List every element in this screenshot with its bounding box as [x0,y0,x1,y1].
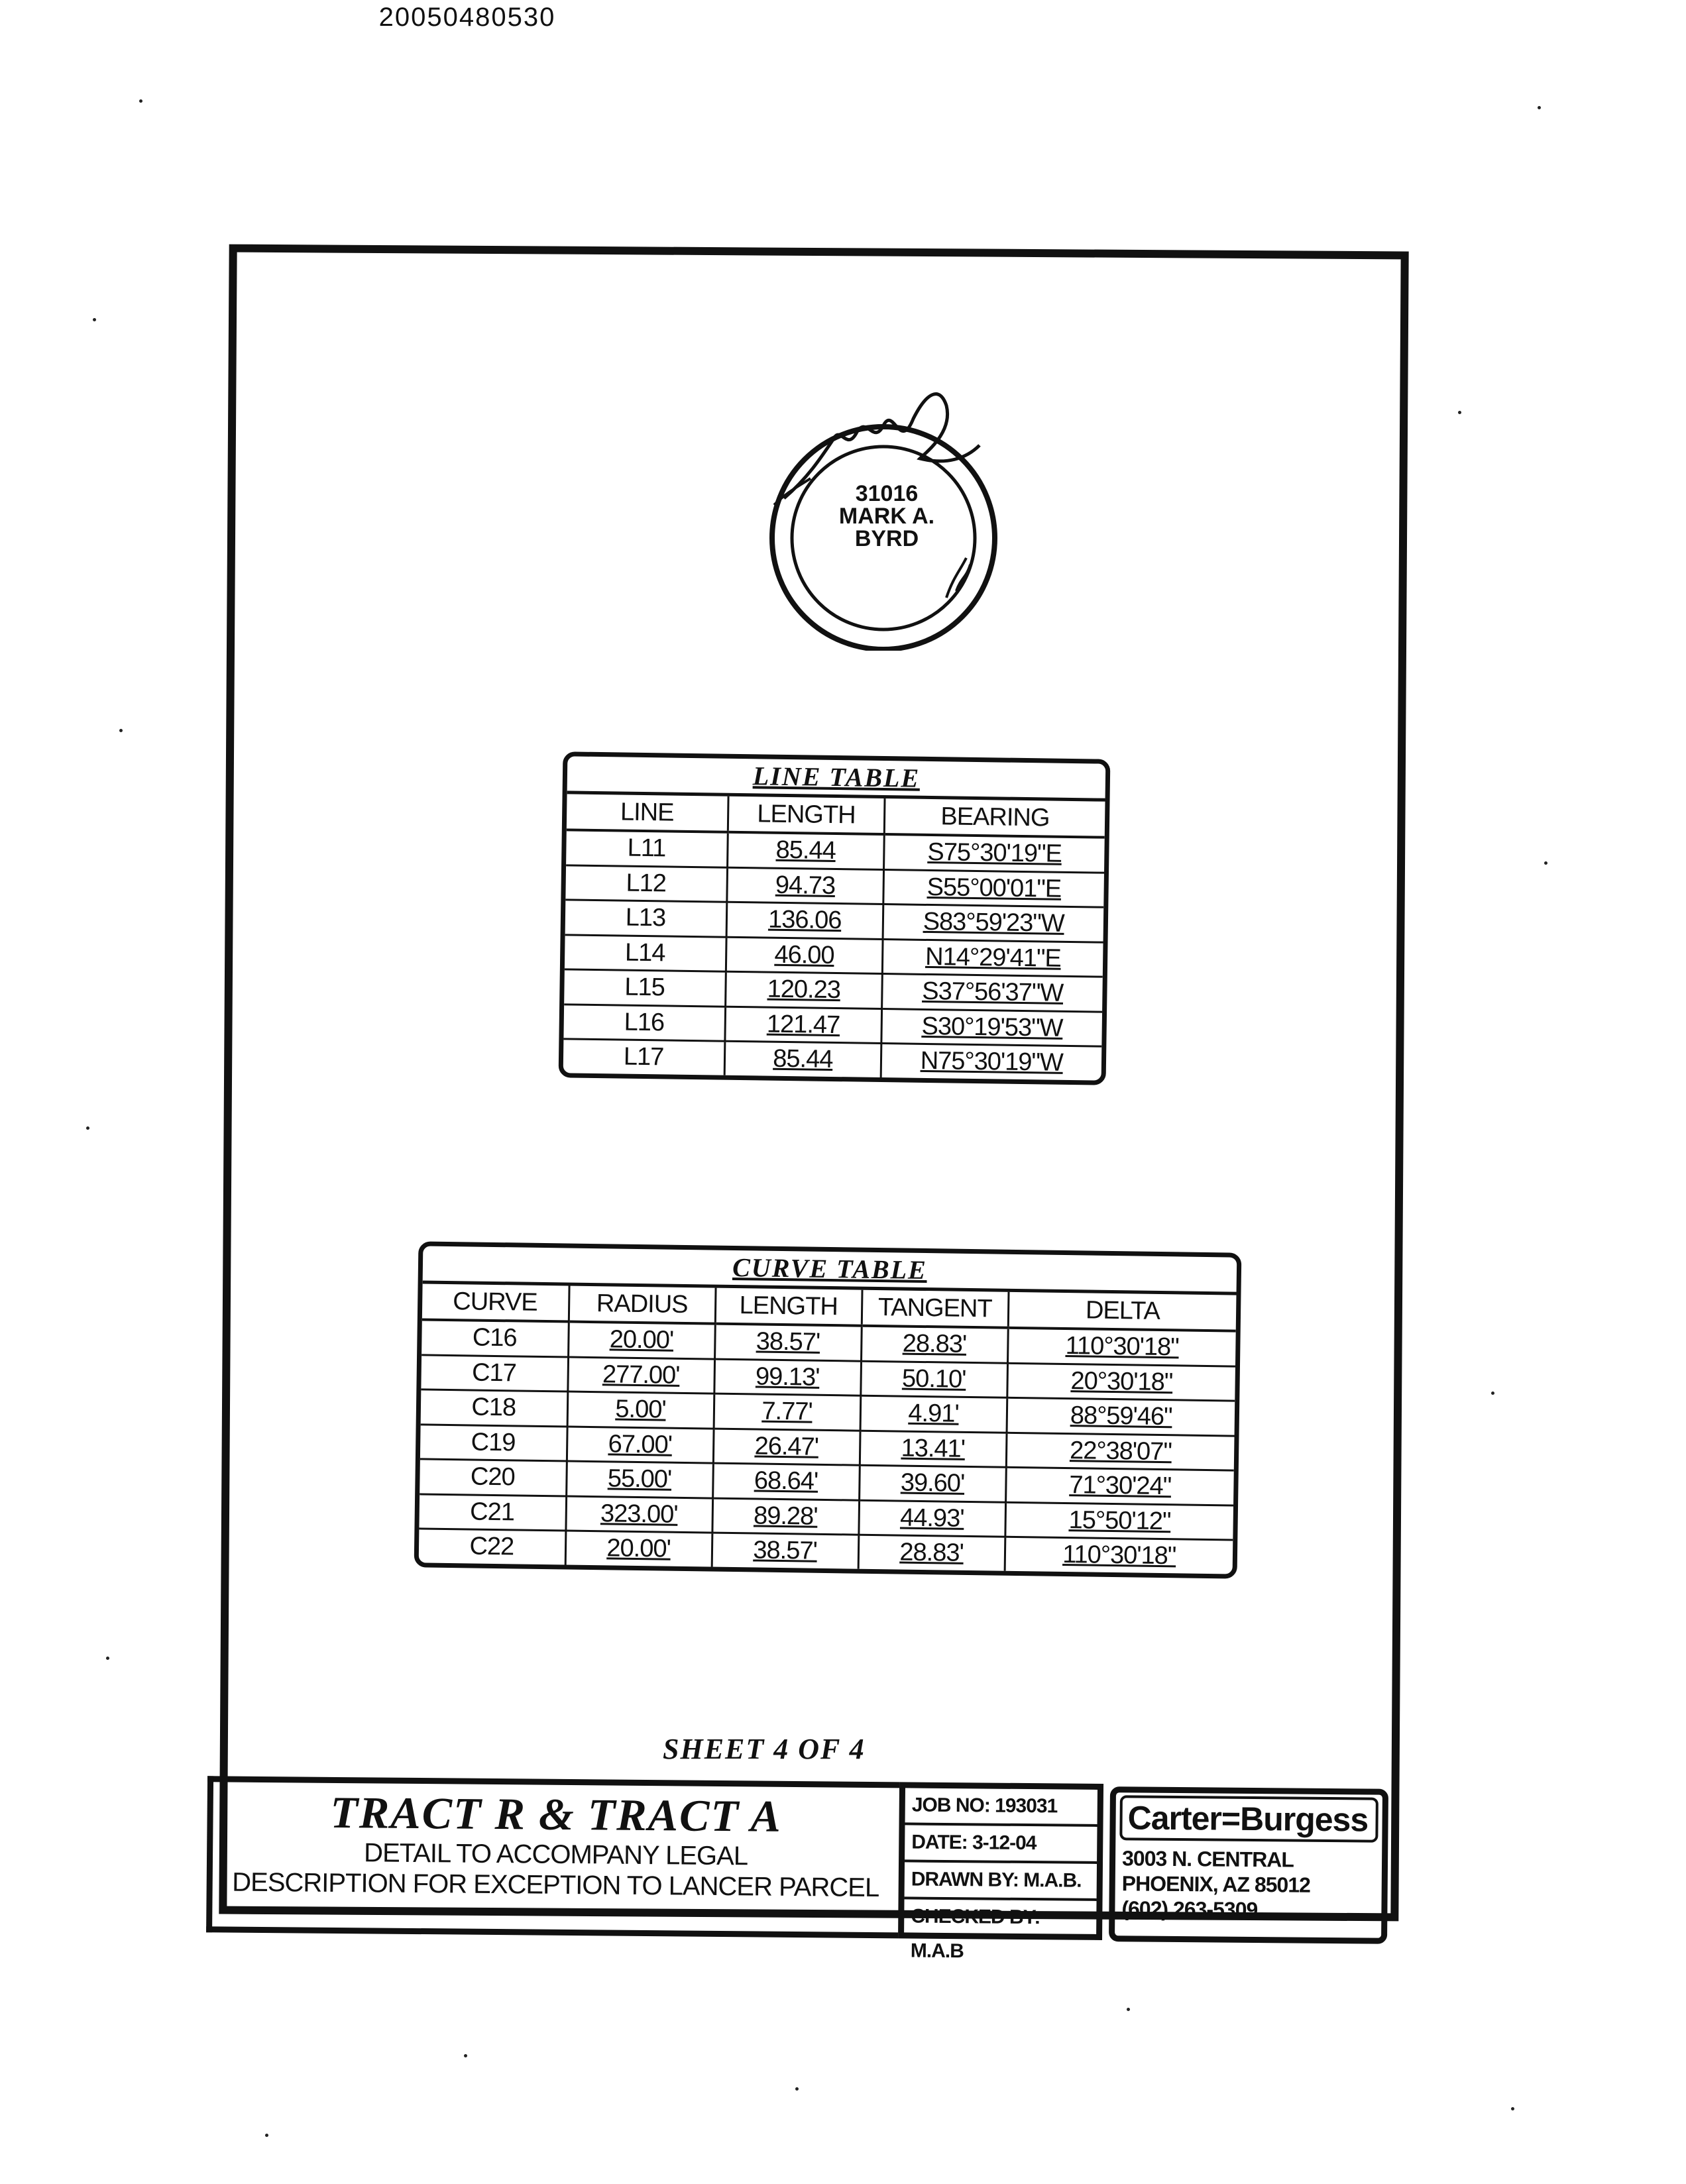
curve-table-header: CURVE [422,1283,569,1321]
table-cell: L16 [563,1004,725,1041]
table-cell: 44.93' [858,1500,1005,1537]
scan-speck [464,2054,467,2057]
firm-block [1109,1786,1388,1944]
job-number: JOB NO: 193031 [905,1788,1097,1827]
table-cell: L12 [565,865,727,902]
table-cell: 20.00' [565,1531,712,1566]
seal-name-last: BYRD [854,526,919,551]
scan-speck [1458,411,1461,414]
seal-number: 31016 [855,481,919,506]
line-table-header: LINE [567,794,728,832]
curve-table-header: DELTA [1008,1292,1237,1331]
table-cell: 121.47 [725,1007,881,1044]
table-cell: 28.83' [858,1535,1005,1570]
drawing-date: DATE: 3-12-04 [905,1825,1097,1864]
table-cell: S83°59'23"W [883,904,1104,942]
title-block-info [898,1782,1103,1963]
table-cell: N14°29'41"E [882,939,1103,977]
title-block-main [206,1776,899,1938]
table-cell: 94.73 [727,867,883,904]
table-cell: S75°30'19"E [883,834,1105,873]
line-table-header: LENGTH [728,796,884,834]
table-cell: C16 [422,1319,569,1356]
table-cell: C22 [419,1529,566,1564]
scan-speck [1538,106,1541,109]
firm-phone: (602) 263-5309 [1121,1896,1258,1922]
scan-speck [795,2087,799,2091]
line-table-header: BEARING [884,798,1105,838]
curve-table-header: TANGENT [862,1290,1009,1328]
table-cell: C18 [421,1390,568,1427]
scan-speck [1544,861,1547,865]
table-cell: C19 [420,1424,567,1461]
table-cell: 89.28' [712,1498,859,1535]
table-cell: 7.77' [714,1393,861,1431]
scan-speck [93,318,96,321]
table-cell: 13.41' [860,1431,1007,1468]
document-number: 20050480530 [378,3,556,32]
table-cell: 136.06 [726,902,883,939]
table-cell: 22°38'07" [1006,1433,1235,1470]
table-cell: 120.23 [726,971,882,1009]
seal-name-first: MARK A. [838,504,935,529]
table-cell: L11 [566,830,728,867]
seal-inner-text [814,482,960,550]
table-cell: 15°50'12" [1005,1502,1233,1540]
table-cell: L15 [564,969,726,1007]
table-cell: 68.64' [712,1463,860,1500]
table-cell: C21 [419,1494,566,1531]
drawing-subtitle-line2: DESCRIPTION FOR EXCEPTION TO LANCER PARCEL [232,1867,879,1903]
table-cell: L14 [565,934,726,971]
firm-address-line1: 3003 N. CENTRAL [1121,1846,1294,1872]
curve-table-header: LENGTH [715,1288,862,1326]
table-cell: 20°30'18" [1007,1363,1235,1401]
table-cell: L17 [563,1039,725,1075]
table-cell: 71°30'24" [1005,1467,1234,1505]
firm-address-line2: PHOENIX, AZ 85012 [1121,1871,1311,1897]
table-cell: S55°00'01"E [883,869,1104,907]
scan-speck [1511,2107,1514,2110]
table-cell: S30°19'53"W [881,1009,1102,1046]
table-cell: 50.10' [860,1361,1007,1398]
table-cell: 110°30'18" [1007,1328,1236,1366]
table-cell: L13 [565,900,727,937]
table-cell: 88°59'46" [1007,1397,1235,1435]
drawing-subtitle-line1: DETAIL TO ACCOMPANY LEGAL [363,1838,748,1871]
table-cell: 85.44 [724,1041,881,1077]
drawn-by: DRAWN BY: M.A.B. [905,1862,1097,1901]
firm-name: Carter=Burgess [1119,1795,1378,1842]
table-cell: 20.00' [568,1322,715,1359]
checked-by: CHECKED BY: M.A.B [910,1905,1040,1963]
scan-speck [265,2134,268,2137]
scan-speck [86,1126,89,1130]
table-row [563,1039,1102,1080]
curve-table-title: CURVE TABLE [423,1246,1237,1295]
table-cell: 85.44 [728,832,884,869]
table-cell: 277.00' [567,1357,714,1394]
sheet-label: SHEET 4 OF 4 [663,1733,866,1765]
line-table [559,751,1111,1085]
table-cell: 55.00' [566,1461,713,1498]
table-cell: C17 [421,1354,568,1392]
table-cell: 4.91' [860,1395,1007,1433]
table-cell: 46.00 [726,937,882,974]
drawing-title: TRACT R & TRACT A [330,1786,783,1841]
scan-speck [106,1657,109,1660]
table-cell: 38.57' [712,1533,859,1568]
table-cell: 28.83' [861,1326,1008,1363]
table-cell: S37°56'37"W [881,974,1103,1012]
curve-table-header: RADIUS [569,1286,716,1324]
table-cell: 39.60' [859,1465,1006,1502]
line-table-title: LINE TABLE [567,756,1106,801]
table-cell: 110°30'18" [1062,1540,1176,1570]
table-cell: 5.00' [567,1392,714,1429]
table-cell: 323.00' [565,1496,712,1533]
table-cell: 67.00' [567,1427,714,1464]
table-cell: C20 [420,1459,567,1496]
title-block [206,1776,1387,1963]
table-cell: N75°30'19"W [920,1046,1064,1077]
table-cell: 99.13' [714,1359,861,1396]
scan-speck [1491,1392,1494,1395]
table-cell: 38.57' [714,1324,862,1361]
curve-table [414,1241,1242,1578]
scan-speck [139,99,142,103]
table-cell: 26.47' [713,1429,860,1466]
scan-speck [119,729,123,732]
scan-speck [1127,2008,1130,2011]
